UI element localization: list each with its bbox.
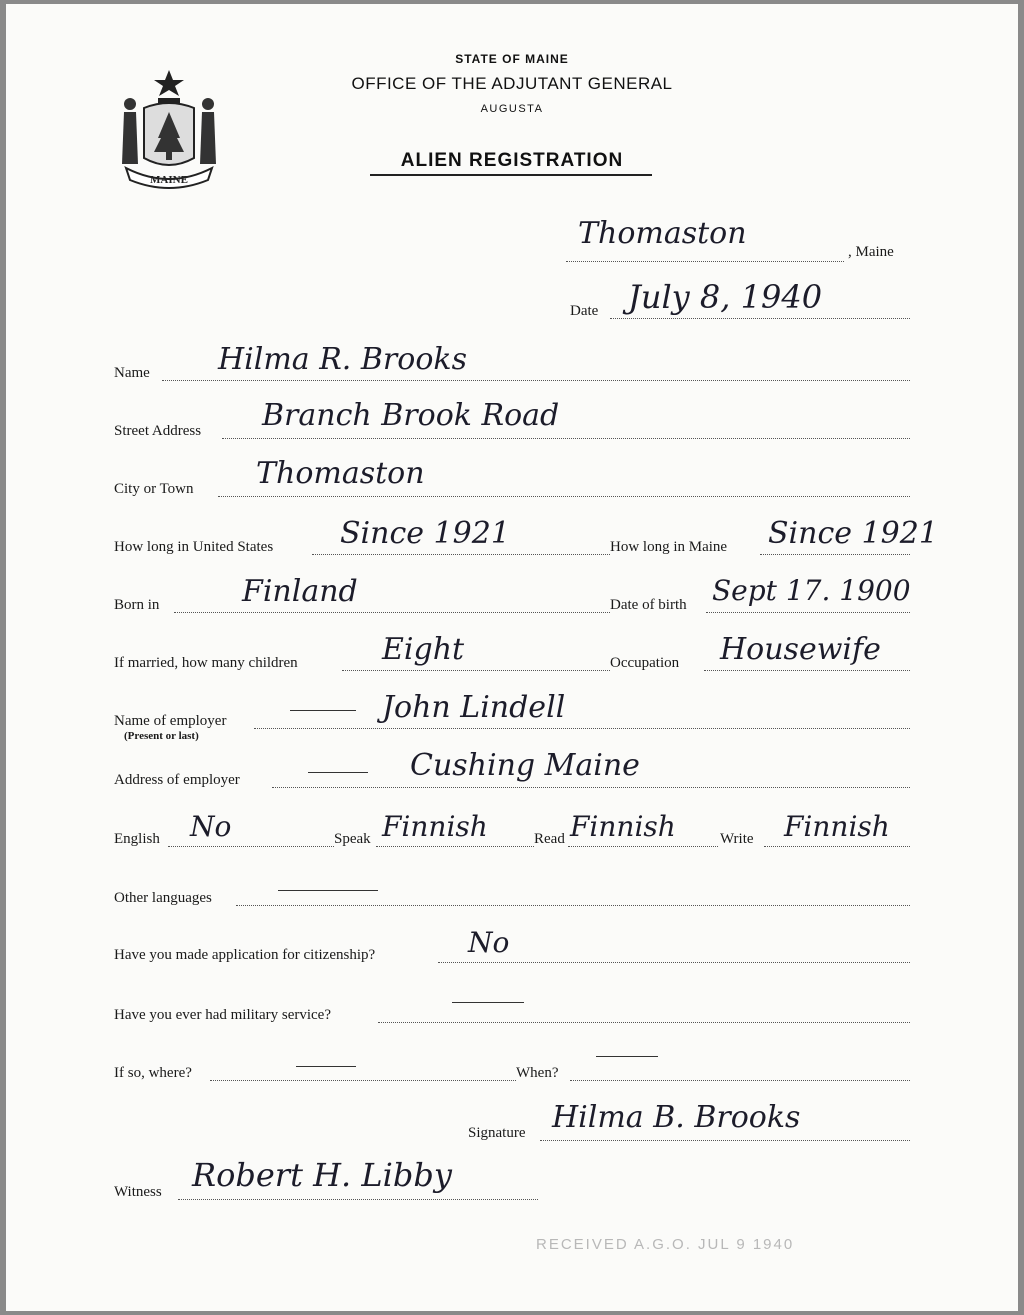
employer-address-line (272, 787, 910, 788)
military-line (378, 1022, 910, 1023)
occupation-line (704, 670, 910, 671)
employer-label: Name of employer (114, 713, 227, 729)
street-label: Street Address (114, 423, 202, 439)
dob-label: Date of birth (610, 597, 687, 613)
read-label: Read (534, 831, 565, 847)
english-line (168, 846, 334, 847)
other-languages-line (236, 905, 910, 906)
write-value: Finnish (784, 810, 890, 843)
children-value: Eight (382, 632, 465, 667)
name-line (162, 380, 910, 381)
us-long-line (312, 554, 610, 555)
employer-address-dash (308, 772, 368, 773)
read-line (568, 846, 718, 847)
where-label: If so, where? (114, 1065, 192, 1081)
born-line (174, 612, 610, 613)
date-value: July 8, 1940 (628, 278, 823, 316)
children-line (342, 670, 610, 671)
signature-label: Signature (468, 1125, 526, 1141)
witness-line (178, 1199, 538, 1200)
us-long-label: How long in United States (114, 539, 274, 555)
witness-label: Witness (114, 1184, 162, 1200)
citizenship-label: Have you made application for citizenship? (114, 947, 376, 963)
where-line (210, 1080, 516, 1081)
children-label: If married, how many children (114, 655, 298, 671)
speak-value: Finnish (382, 810, 488, 843)
employer-address-value: Cushing Maine (410, 748, 640, 783)
name-label: Name (114, 365, 150, 381)
registration-form (6, 4, 1018, 1311)
citizenship-value: No (468, 926, 510, 959)
occupation-label: Occupation (610, 655, 680, 671)
speak-label: Speak (334, 831, 371, 847)
city-value: Thomaston (256, 456, 425, 491)
speak-line (376, 846, 534, 847)
street-line (222, 438, 910, 439)
name-value: Hilma R. Brooks (218, 342, 467, 377)
office-heading: OFFICE OF THE ADJUTANT GENERAL (351, 74, 673, 93)
title-underline (370, 174, 652, 176)
other-languages-label: Other languages (114, 890, 212, 906)
received-stamp: RECEIVED A.G.O. JUL 9 1940 (536, 1236, 795, 1253)
signature-line (540, 1140, 910, 1141)
employer-address-label: Address of employer (114, 772, 240, 788)
city-line (218, 496, 910, 497)
write-label: Write (720, 831, 754, 847)
born-label: Born in (114, 597, 160, 613)
employer-value: John Lindell (382, 690, 566, 725)
english-value: No (190, 810, 232, 843)
born-value: Finland (242, 574, 358, 609)
me-long-label: How long in Maine (610, 539, 728, 555)
when-line (570, 1080, 910, 1081)
employer-dash (290, 710, 356, 711)
street-value: Branch Brook Road (262, 398, 560, 433)
employer-note: (Present or last) (124, 730, 199, 742)
seal-banner-text: MAINE (150, 174, 188, 186)
city-heading: AUGUSTA (480, 103, 544, 115)
me-long-line (760, 554, 910, 555)
town-line (566, 261, 844, 262)
date-line (610, 318, 910, 319)
dob-line (706, 612, 910, 613)
military-dash (452, 1002, 524, 1003)
other-languages-dash (278, 890, 378, 891)
occupation-value: Housewife (720, 632, 881, 667)
military-label: Have you ever had military service? (114, 1007, 331, 1023)
where-dash (296, 1066, 356, 1067)
me-long-value: Since 1921 (768, 516, 938, 551)
maine-suffix: , Maine (848, 244, 894, 260)
read-value: Finnish (570, 810, 676, 843)
when-dash (596, 1056, 658, 1057)
date-label: Date (570, 303, 599, 319)
form-title: ALIEN REGISTRATION (400, 150, 624, 171)
city-label: City or Town (114, 481, 194, 497)
dob-value: Sept 17. 1900 (712, 574, 911, 607)
citizenship-line (438, 962, 910, 963)
employer-line (254, 728, 910, 729)
when-label: When? (516, 1065, 559, 1081)
state-heading: STATE OF MAINE (455, 52, 569, 66)
us-long-value: Since 1921 (340, 516, 510, 551)
witness-value: Robert H. Libby (192, 1156, 452, 1194)
english-label: English (114, 831, 160, 847)
write-line (764, 846, 910, 847)
signature-value: Hilma B. Brooks (552, 1100, 801, 1135)
town-value: Thomaston (578, 216, 747, 251)
